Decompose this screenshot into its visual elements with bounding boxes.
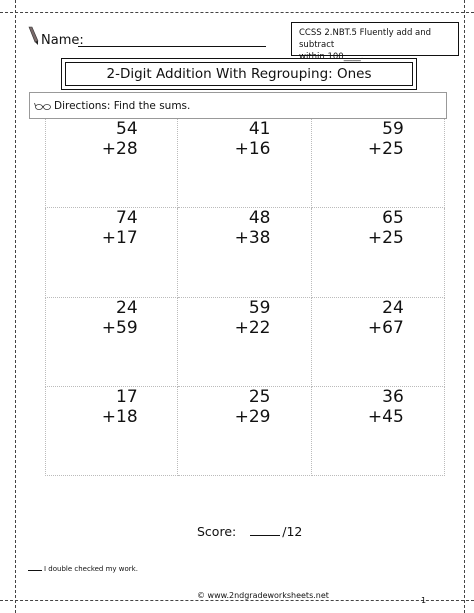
- score-blank[interactable]: [250, 535, 280, 536]
- bottom-dashed-border: [0, 600, 474, 601]
- page-title: 2-Digit Addition With Regrouping: Ones: [65, 62, 413, 86]
- name-label: Name:: [41, 33, 84, 48]
- addend-top: 24: [382, 297, 404, 318]
- problem-cell[interactable]: [178, 298, 311, 387]
- addend-top: 17: [116, 386, 138, 407]
- addend-bottom: +67: [367, 317, 404, 338]
- footer-website: © www.2ndgradeworksheets.net: [197, 591, 329, 600]
- addend-top: 24: [116, 297, 138, 318]
- addend-top: 65: [382, 208, 404, 229]
- addend-top: 74: [116, 208, 138, 229]
- double-check: [28, 565, 138, 573]
- problem-cell[interactable]: [312, 208, 445, 297]
- addend-bottom: +28: [101, 139, 138, 159]
- addend-bottom: +45: [367, 406, 404, 427]
- glasses-icon: [34, 101, 52, 111]
- addend-top: 54: [116, 119, 138, 139]
- top-dashed-border: [0, 12, 474, 13]
- problem-cell[interactable]: [45, 387, 178, 476]
- problem-cell[interactable]: [312, 387, 445, 476]
- addend-bottom: +38: [234, 228, 271, 249]
- addend-bottom: +25: [367, 139, 404, 159]
- score-label: Score:: [197, 524, 237, 539]
- problem-cell[interactable]: [45, 208, 178, 297]
- score: [197, 524, 302, 539]
- problem-cell[interactable]: [312, 119, 445, 208]
- problem-cell[interactable]: [312, 298, 445, 387]
- directions-text: Directions: Find the sums.: [54, 99, 191, 112]
- problem-cell[interactable]: [45, 298, 178, 387]
- standards-line-1: CCSS 2.NBT.5 Fluently add and subtract: [299, 28, 432, 50]
- addend-bottom: +25: [367, 228, 404, 249]
- problems-grid: [45, 119, 445, 476]
- problem-cell[interactable]: [178, 119, 311, 208]
- double-check-blank[interactable]: [28, 570, 42, 571]
- problem-cell[interactable]: [45, 119, 178, 208]
- addend-top: 41: [248, 119, 271, 139]
- left-dashed-border: [15, 0, 16, 613]
- addend-bottom: +16: [234, 139, 271, 159]
- problem-cell[interactable]: [178, 387, 311, 476]
- right-dashed-border: [464, 0, 465, 613]
- double-check-text: I double checked my work.: [44, 565, 138, 573]
- score-total: /12: [282, 524, 303, 539]
- name-line[interactable]: [78, 46, 266, 47]
- addend-bottom: +17: [101, 228, 138, 249]
- pencil-icon: [26, 26, 40, 46]
- addend-top: 59: [382, 119, 404, 139]
- page-number: 1: [421, 596, 427, 605]
- addend-top: 59: [248, 297, 271, 318]
- problem-cell[interactable]: [178, 208, 311, 297]
- standards-box: [291, 22, 459, 62]
- addend-bottom: +18: [101, 406, 138, 427]
- addend-top: 48: [248, 208, 271, 229]
- directions-box: [29, 92, 447, 119]
- title-box: [61, 58, 417, 90]
- addend-bottom: +22: [234, 317, 271, 338]
- addend-top: 25: [248, 386, 271, 407]
- addend-bottom: +29: [234, 406, 271, 427]
- standards-line-2: within 100____.: [299, 52, 364, 62]
- addend-bottom: +59: [101, 317, 138, 338]
- addend-top: 36: [382, 386, 404, 407]
